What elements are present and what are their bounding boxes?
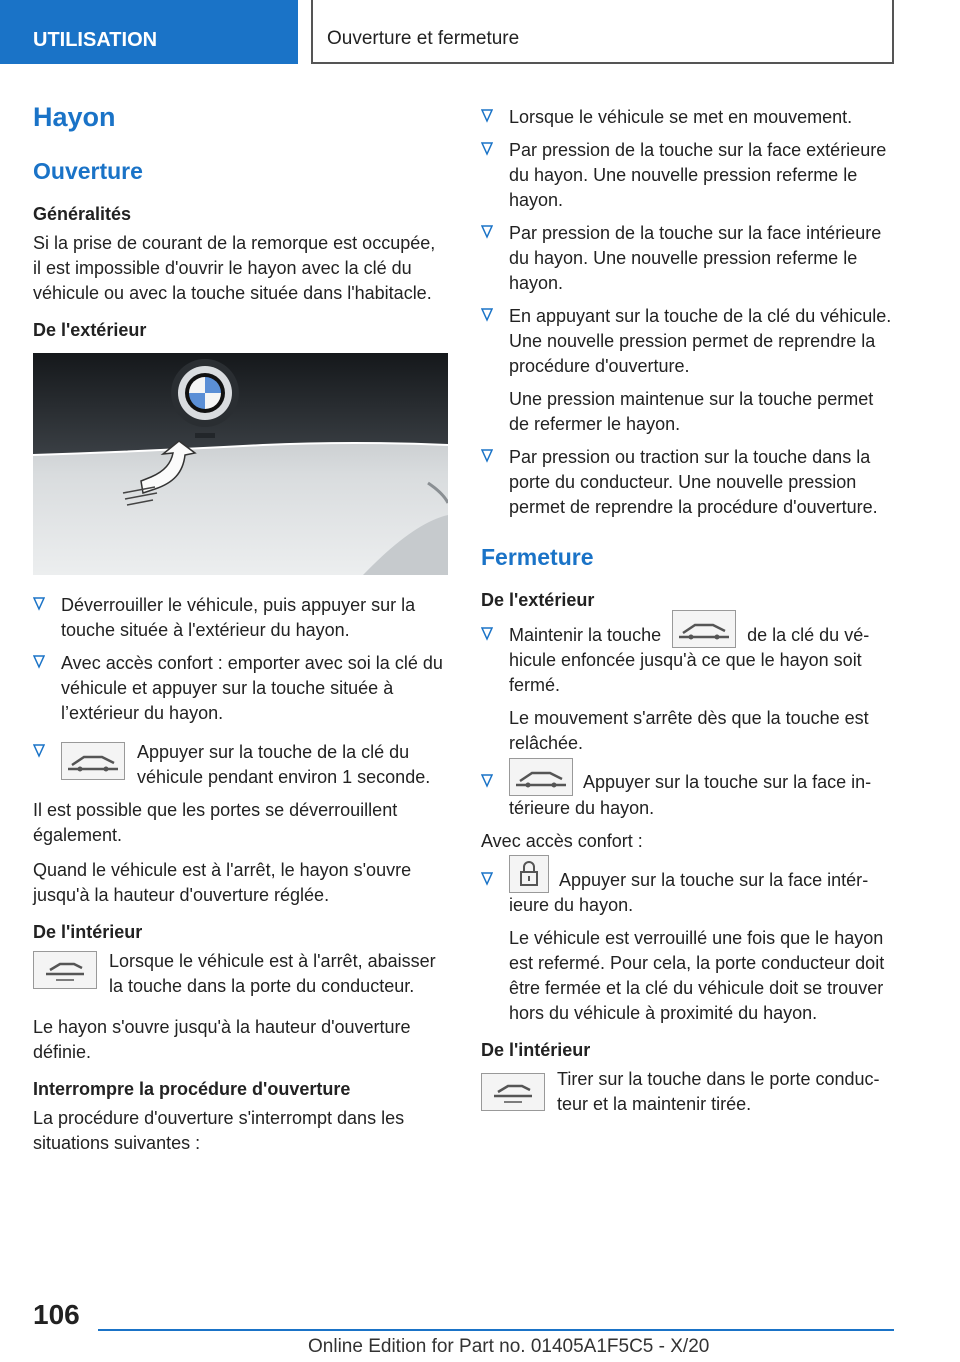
paragraph-interieur-close-text: Tirer sur la touche dans le porte conducteur et la maintenir tirée. (557, 1068, 880, 1114)
heading-ouverture: Ouverture (33, 158, 143, 184)
list-item (33, 593, 448, 643)
triangle-bullet-icon (481, 109, 493, 123)
header-chapter-title: Ouverture et fermeture (327, 28, 520, 49)
list-item-text: Par pression de la touche sur la face intérieure du hayon. Une nouvelle pression referme le hayon. (509, 223, 882, 293)
tailgate-car-icon (61, 742, 125, 780)
paragraph-interieur-close (481, 1067, 896, 1117)
triangle-bullet-icon (33, 597, 45, 611)
tailgate-photo (33, 353, 448, 575)
list-item-text: Avec accès confort : emporter avec soi la clé du véhicule et appuyer sur la touche située à l’extérieur du hayon. (61, 653, 443, 723)
heading-interrompre: Interrompre la procédure d'ouverture (33, 1079, 351, 1099)
triangle-bullet-icon (33, 655, 45, 669)
left-column (33, 100, 448, 1166)
tailgate-car-icon (509, 758, 573, 796)
tailgate-car-icon (672, 610, 736, 648)
tailgate-switch-icon (481, 1073, 545, 1111)
list-item (481, 770, 896, 820)
list-item-text: Appuyer sur la touche de la clé du véhicule pendant environ 1 seconde. (137, 742, 431, 787)
heading-fermeture: Fermeture (481, 544, 594, 570)
heading-exterieur: De l'extérieur (33, 320, 147, 340)
tailgate-switch-icon (33, 951, 97, 989)
list-item-text: Appuyer sur la touche sur la face intérieure du hayon. (509, 772, 872, 818)
paragraph-doors: Il est possible que les portes se déverrouillent également. (33, 800, 398, 845)
list-item (481, 623, 896, 756)
triangle-bullet-icon (481, 142, 493, 156)
list-item-subtext: Le véhicule est verrouillé une fois que le hayon est refermé. Pour cela, la porte conducteur doit être fermée et la clé du véhicule doit se trouver hors du véhicule à proximité du hayon. (509, 927, 885, 1023)
triangle-bullet-icon (481, 449, 493, 463)
list-item-text: Par pression de la touche sur la face extérieure du hayon. Une nouvelle pression referme le hayon. (509, 140, 887, 210)
triangle-bullet-icon (481, 872, 493, 886)
footer-divider (98, 1329, 894, 1331)
triangle-bullet-icon (481, 308, 493, 322)
list-item (481, 221, 896, 296)
header-section-title: UTILISATION (33, 29, 158, 51)
paragraph-generalites: Si la prise de courant de la remorque est occupée, il est impossible d'ouvrir le hayon avec la clé du véhicule ou avec la touche située dans l'habitacle. (33, 233, 436, 303)
triangle-bullet-icon (481, 225, 493, 239)
list-item (33, 740, 448, 790)
list-item-subtext: Le mouvement s'arrête dès que la touche est relâchée. (509, 708, 869, 754)
heading-generalites: Généralités (33, 204, 132, 224)
heading-interieur-close: De l'intérieur (481, 1039, 591, 1060)
list-item (481, 105, 896, 130)
header-section-tab (0, 0, 298, 64)
paragraph-comfort: Avec accès confort : (481, 830, 643, 851)
lock-icon (509, 855, 549, 893)
page-title: Hayon (33, 102, 116, 132)
list-item (481, 138, 896, 213)
triangle-bullet-icon (33, 744, 45, 758)
list-item-subtext: Une pression maintenue sur la touche permet de refermer le hayon. (509, 389, 874, 434)
paragraph-interieur (33, 949, 448, 999)
paragraph-stop: Quand le véhicule est à l'arrêt, le hayon s'ouvre jusqu'à la hauteur d'ouverture réglée. (33, 860, 412, 905)
list-item-text: Appuyer sur la touche sur la face intérieure du hayon. (509, 869, 869, 915)
paragraph-interieur-text: Lorsque le véhicule est à l'arrêt, abaisser la touche dans la porte du conducteur. (109, 951, 436, 996)
triangle-bullet-icon (481, 627, 493, 641)
triangle-bullet-icon (481, 774, 493, 788)
header-chapter-tab (311, 0, 894, 64)
list-item (481, 304, 896, 437)
paragraph-height: Le hayon s'ouvre jusqu'à la hauteur d'ouverture définie. (33, 1017, 411, 1062)
footer-edition: Online Edition for Part no. 01405A1F5C5 - X/20 (308, 1336, 710, 1357)
list-item (33, 651, 448, 726)
heading-interieur: De l'intérieur (33, 922, 143, 942)
list-item-text: Par pression ou traction sur la touche dans la porte du conducteur. Une nouvelle pression permet de reprendre la procédure d'ouverture. (509, 447, 878, 517)
heading-exterieur-close: De l'extérieur (481, 590, 595, 610)
page-number: 106 (33, 1299, 80, 1330)
paragraph-interrompre: La procédure d'ouverture s'interrompt dans les situations suivantes : (33, 1108, 405, 1153)
list-item-text-pre: Maintenir la touche (509, 625, 662, 645)
list-item (481, 868, 896, 1026)
right-column (481, 105, 896, 1127)
list-item-text-post: de la clé du véhicule enfoncée jusqu'à ce que le hayon soit fermé. (509, 625, 870, 696)
list-item (481, 445, 896, 520)
list-item-text: En appuyant sur la touche de la clé du véhicule. Une nouvelle pression permet de reprendre la procédure d'ouverture. (509, 306, 892, 376)
list-item-text: Lorsque le véhicule se met en mouvement. (509, 107, 853, 127)
list-item-text: Déverrouiller le véhicule, puis appuyer sur la touche située à l'extérieur du hayon. (61, 595, 416, 640)
